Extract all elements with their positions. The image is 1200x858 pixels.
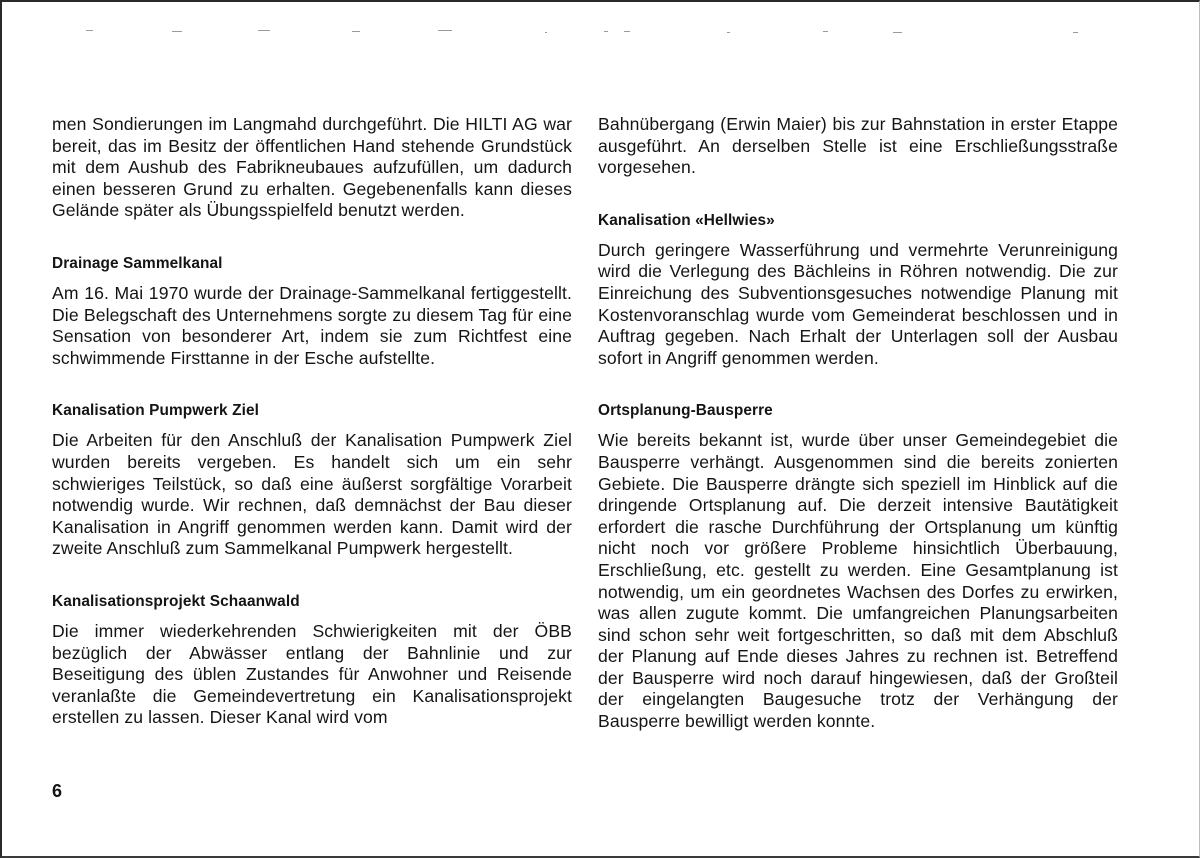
section-heading-schaanwald: Kanalisationsprojekt Schaanwald — [52, 592, 300, 610]
page-number: 6 — [52, 781, 63, 801]
intro-paragraph: men Sondierungen im Langmahd durchgeführt. Die HILTI AG war bereit, das im Besitz der öffentlichen Hand stehende Grundstück mit dem Aushub des Fabrikneubaues aufzufüllen, um dadurch einen besseren Grund zu erhalten. Gegebenenfalls kann dieses Gelände später als Übungsspielfeld benutzt werden. — [52, 114, 572, 221]
section-heading-drainage: Drainage Sammelkanal — [52, 254, 223, 272]
section-heading-ortsplanung: Ortsplanung-Bausperre — [598, 402, 773, 420]
schaanwald-paragraph: Die immer wiederkehrenden Schwierigkeiten mit der ÖBB bezüglich der Abwässer entlang der Bahnlinie und zur Beseitigung des üblen Zustandes für Anwohner und Reisende veranlaßte die Gemeindevertretung ein Kanalisationsprojekt erstellen zu lassen. Dieser Kanal wird vom — [52, 620, 572, 728]
drainage-paragraph: Am 16. Mai 1970 wurde der Drainage-Sammelkanal fertiggestellt. Die Belegschaft des Unternehmens sorgte zu diesem Tag für eine Sensation von besonderer Art, indem sie zum Richtfest eine schwimmende Firsttanne in der Esche aufstellte. — [52, 282, 572, 368]
section-heading-pumpwerk: Kanalisation Pumpwerk Ziel — [52, 402, 260, 420]
right-column — [598, 114, 1118, 733]
pumpwerk-paragraph: Die Arbeiten für den Anschluß der Kanalisation Pumpwerk Ziel wurden bereits vergeben. Es handelt sich um ein sehr schwieriges Teilstück, so daß eine äußerst sorgfältige Vorarbeit notwendig wurde. Wir rechnen, daß demnächst der Bau dieser Kanalisation in Angriff genommen werden kann. Damit wird der zweite Anschluß zum Sammelkanal Pumpwerk hergestellt. — [52, 430, 572, 559]
continuation-paragraph: Bahnübergang (Erwin Maier) bis zur Bahnstation in erster Etappe ausgeführt. An derselben Stelle ist eine Erschließungsstraße vorgesehen. — [598, 114, 1118, 178]
left-column — [52, 114, 572, 729]
section-heading-hellwies: Kanalisation «Hellwies» — [598, 211, 775, 229]
ortsplanung-paragraph: Wie bereits bekannt ist, wurde über unser Gemeindegebiet die Bausperre verhängt. Ausgenommen sind die bereits zonierten Gebiete. Die Bausperre drängte sich speziell im Hinblick auf die dringende Ortsplanung auf. Die derzeit intensive Bautätigkeit erfordert die rasche Durchführung der Ortsplanung um künftig nicht noch vor größere Probleme hinsichtlich Überbauung, Erschließung, etc. gestellt zu werden. Eine Gesamtplanung ist notwendig, um ein geordnetes Wachsen des Dorfes zu erwirken, was allen zugute kommt. Die umfangreichen Planungsarbeiten sind schon sehr weit fortgeschritten, so daß mit dem Abschluß der Planung auf Ende dieses Jahres zu rechnen ist. Betreffend der Bausperre wird noch darauf hingewiesen, daß der Großteil der eingelangten Baugesuche trotz der Verhängung der Bausperre bewilligt werden konnte. — [598, 430, 1118, 732]
scan-specks — [0, 0, 1200, 60]
hellwies-paragraph: Durch geringere Wasserführung und vermehrte Verunreinigung wird die Verlegung des Bächleins in Röhren notwendig. Die zur Einreichung des Subventionsgesuches notwendige Planung mit Kostenvoranschlag wurde vom Gemeinderat beschlossen und in Auftrag gegeben. Nach Erhalt der Unterlagen soll der Ausbau sofort in Angriff genommen werden. — [598, 239, 1118, 368]
